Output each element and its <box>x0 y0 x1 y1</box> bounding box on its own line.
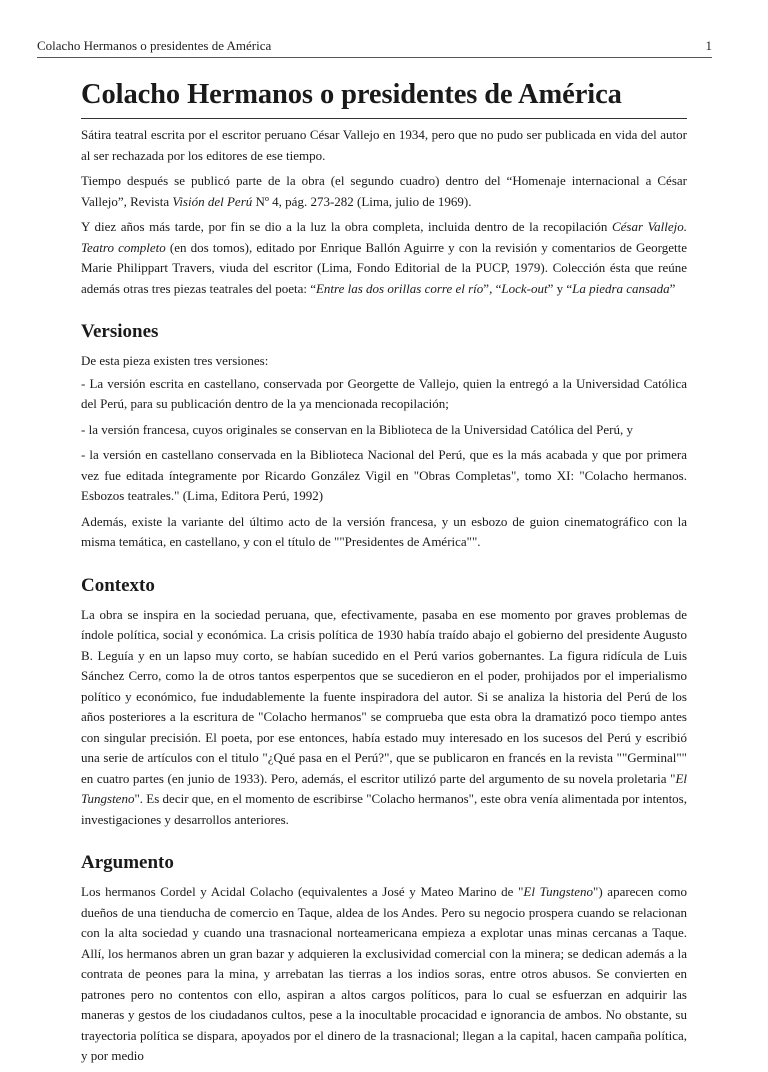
book-title: César Vallejo. Teatro completo <box>81 219 687 255</box>
text-span: ”, “ <box>483 280 502 296</box>
running-head <box>37 38 712 56</box>
play-title: Entre las dos orillas corre el río <box>315 280 484 296</box>
text-span: Y diez años más tarde, por fin se dio a la luz la obra completa, incluida dentro de la recopilación <box>81 219 612 234</box>
text-span: ” <box>669 280 676 296</box>
contexto-paragraph <box>81 605 687 831</box>
text-span: ") aparecen como dueños de una tienducha de comercio en Taque, aldea de los Andes. Pero su negocio prospera cuando se relacionan con la alta sociedad y cuando una trasnacional norteamericana empieza a explotar unas minas cercanas a Taque. Allí, los hermanos abren un gran bazar y adquieren la exclusividad comercial con la minera; se dedican además a la contrata de peones para la mina, y arrebatan las tierras a los indios soras, entre otros abusos. Se convierten en patrones pero no contentos con ello, aspiran a altos cargos políticos, para lo cual se esfuerzan en adquirir las maneras y gestos de los ciudadanos cultos, pese a la inocultable procacidad e ignorancia de ambos. No obstante, su trayectoria política se dispara, apoyados por el dinero de la trasnacional; llegan a la capital, hacen campaña política, y por medio <box>81 884 687 1063</box>
versiones-paragraph-2: - La versión escrita en castellano, conservada por Georgette de Vallejo, quien la entregó a la Universidad Católica del Perú, para su publicación dentro de la ya mencionada recopilación; <box>81 375 687 411</box>
intro-paragraph-1: Sátira teatral escrita por el escritor peruano César Vallejo en 1934, pero que no pudo ser publicada en vida del autor al ser rechazada por los editores de ese tiempo. <box>81 127 687 163</box>
intro-paragraph-3 <box>81 217 687 299</box>
text-span: ” y “ <box>547 280 573 296</box>
text-span: Los hermanos Cordel y Acidal Colacho (equivalentes a José y Mateo Marino de " <box>81 884 524 899</box>
running-head-title: Colacho Hermanos o presidentes de América <box>37 38 272 53</box>
page-number: 1 <box>705 38 712 53</box>
text-span: Nº 4, pág. 273-282 (Lima, julio de 1969). <box>252 193 472 209</box>
article-body <box>81 74 687 1072</box>
text-span: ". Es decir que, en el momento de escribirse "Colacho hermanos", este obra venía alimentada por intentos, investigaciones y desarrollos anteriores. <box>81 791 687 827</box>
text-span: (en dos tomos), editado por Enrique Ballón Aguirre y con la revisión y comentarios de Georgette Marie Philippart Travers, viuda del escritor (Lima, Fondo Editorial de la PUCP, 1979). Colección ésta que reúne además otras tres piezas teatrales del poeta: “ <box>81 239 687 296</box>
play-title: Lock-out <box>501 280 548 296</box>
text-span: Tiempo después se publicó parte de la obra (el segundo cuadro) dentro del “Homenaje internacional a César Vallejo”, Revista <box>81 173 687 209</box>
journal-title: Visión del Perú <box>172 193 253 209</box>
section-heading-argumento: Argumento <box>81 852 174 873</box>
page-title: Colacho Hermanos o presidentes de América <box>81 79 622 110</box>
play-title: La piedra cansada <box>572 280 670 296</box>
versiones-paragraph-4: - la versión en castellano conservada en la Biblioteca Nacional del Perú, que es la más acabada y que por primera vez fue editada íntegramente por Ricardo González Vigil en "Obras Completas", tomo XI: "Colacho hermanos. Esbozos teatrales." (Lima, Editora Perú, 1992) <box>81 447 687 503</box>
section-heading-versiones: Versiones <box>81 321 159 342</box>
text-span: La obra se inspira en la sociedad peruana, que, efectivamente, pasaba en ese momento por graves problemas de índole política, social y económica. La crisis política de 1930 había traído abajo el gobierno del presidente Augusto B. Leguía y en un lapso muy corto, se habían sucedido en el Perú varios gobernantes. La figura ridícula de Luis Sánchez Cerro, como la de otros tantos esperpentos que se sucedieron en el poder, prohijados por el imperialismo político y económico, fue indudablemente la fuente inspiradora del autor. Si se analiza la historia del Perú de los años posteriores a la escritura de "Colacho hermanos" se comprueba que esta obra la dramatizó poco tiempo antes con singular precisión. El poeta, por ese entonces, había estado muy interesado en los sucesos del Perú y escribió una serie de artículos con el titulo "¿Qué pasa en el Perú?", que se publicaron en francés en la revista ""Germinal"" en cuatro partes (en junio de 1933). Pero, además, el escritor utilizó parte del argumento de su novela proletaria " <box>81 606 687 786</box>
header-divider <box>37 57 712 58</box>
intro-paragraph-2 <box>81 171 687 212</box>
title-divider <box>81 118 687 119</box>
novel-title: El Tungsteno <box>81 770 687 806</box>
versiones-paragraph-3: - la versión francesa, cuyos originales se conservan en la Biblioteca de la Universidad Católica del Perú, y <box>81 421 633 437</box>
versiones-paragraph-5: Además, existe la variante del último acto de la versión francesa, y un esbozo de guion cinematográfico con la misma temática, en castellano, y con el título de ""Presidentes de América"". <box>81 513 687 549</box>
versiones-paragraph-1: De esta pieza existen tres versiones: <box>81 353 269 368</box>
novel-title: El Tungsteno <box>523 884 594 899</box>
argumento-paragraph <box>81 882 687 1067</box>
section-heading-contexto: Contexto <box>81 574 155 596</box>
